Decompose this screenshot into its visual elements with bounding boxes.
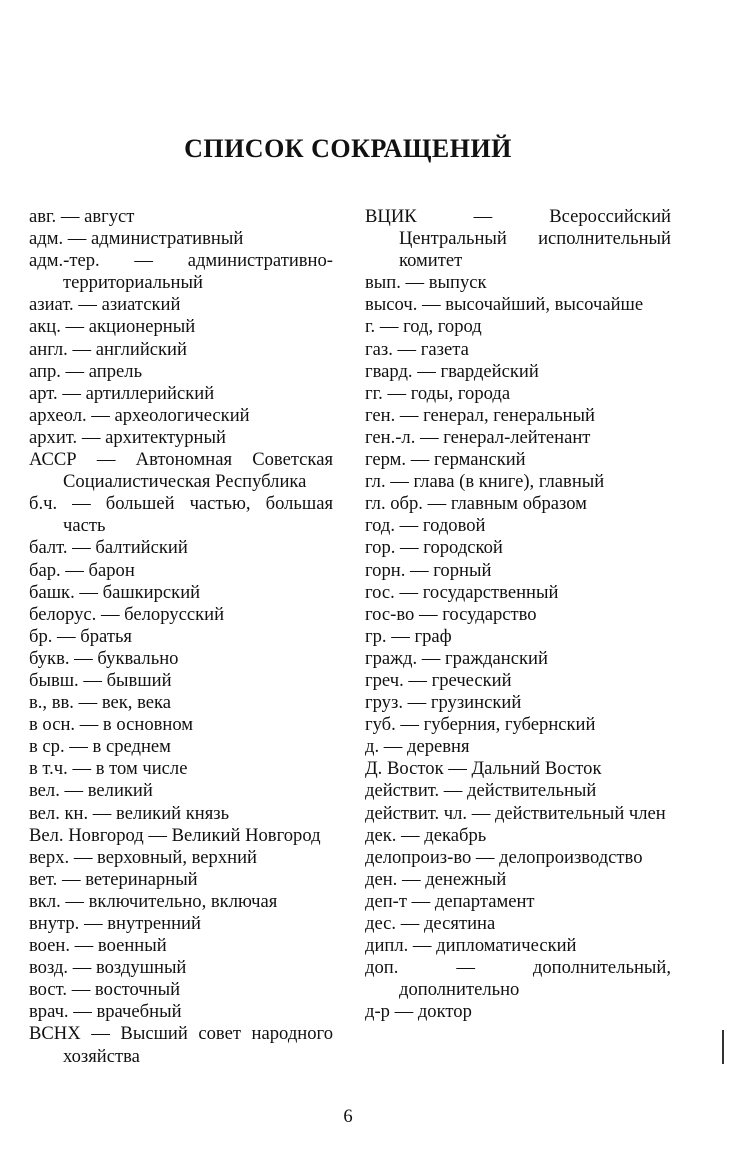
abbreviation-entry: газ. — газета: [365, 338, 469, 360]
abbreviation-entry: гл. — глава (в книге), главный: [365, 471, 605, 493]
abbreviation-entry: архит. — архитектурный: [29, 426, 226, 448]
abbreviation-entry: апр. — апрель: [29, 360, 143, 382]
abbreviation-entry: высоч. — высочайший, высочайше: [365, 294, 644, 316]
abbreviation-entry: губ. — губерния, губернский: [365, 714, 596, 736]
abbreviation-entry: гос. — государственный: [365, 581, 559, 603]
abbreviation-entry: акц. — акционерный: [29, 316, 196, 338]
page-number: 6: [343, 1106, 353, 1127]
abbreviation-entry: в осн. — в основном: [29, 714, 194, 736]
abbreviation-entry: действит. чл. — действительный член: [365, 802, 666, 824]
abbreviation-entry: белорус. — белорусский: [29, 603, 225, 625]
abbreviation-entry: вел. кн. — великий князь: [29, 802, 230, 824]
abbreviation-entry: вел. — великий: [29, 780, 153, 802]
abbreviation-entry: ген. — генерал, генеральный: [365, 404, 595, 426]
abbreviation-entry: греч. — греческий: [365, 669, 512, 691]
abbreviation-entry: вкл. — включительно, включая: [29, 890, 278, 912]
abbreviation-entry: гвард. — гвардейский: [365, 360, 539, 382]
abbreviation-entry: год. — годовой: [365, 515, 486, 537]
abbreviation-entry: археол. — археологический: [29, 404, 250, 426]
abbreviation-entry: гор. — городской: [365, 537, 503, 559]
abbreviation-entry: груз. — грузинский: [365, 692, 522, 714]
abbreviation-entry: АССР — Автономная Советская Социалистическая Республика: [29, 449, 333, 493]
abbreviation-entry: вып. — выпуск: [365, 272, 487, 294]
abbreviation-entry: Вел. Новгород — Великий Новгород: [29, 824, 321, 846]
abbreviation-entry: ден. — денежный: [365, 868, 507, 890]
abbreviation-entry: в т.ч. — в том числе: [29, 758, 188, 780]
abbreviations-right-column: [365, 206, 671, 1023]
page-title: СПИСОК СОКРАЩЕНИЙ: [184, 134, 512, 163]
abbreviation-entry: азиат. — азиатский: [29, 294, 181, 316]
abbreviation-entry: врач. — врачебный: [29, 1001, 182, 1023]
abbreviation-entry: адм. — административный: [29, 228, 244, 250]
abbreviation-entry: делопроиз-во — делопроизводство: [365, 846, 643, 868]
abbreviation-entry: вет. — ветеринарный: [29, 868, 198, 890]
abbreviation-entry: действит. — действительный: [365, 780, 597, 802]
abbreviation-entry: гос-во — государство: [365, 603, 537, 625]
abbreviation-entry: внутр. — внутренний: [29, 913, 201, 934]
abbreviation-entry: доп. — дополнительный, дополнительно: [365, 957, 671, 1001]
abbreviation-entry: букв. — буквально: [29, 647, 179, 669]
abbreviation-entry: гр. — граф: [365, 625, 452, 647]
abbreviation-entry: бар. — барон: [29, 559, 135, 581]
abbreviation-entry: деп-т — департамент: [365, 890, 535, 912]
abbreviation-entry: башк. — башкирский: [29, 581, 201, 603]
abbreviation-entry: авг. — август: [29, 206, 135, 227]
abbreviation-entry: в ср. — в среднем: [29, 736, 171, 758]
abbreviation-entry: арт. — артиллерийский: [29, 382, 215, 404]
abbreviation-entry: воен. — военный: [29, 935, 167, 957]
abbreviation-entry: Д. Восток — Дальний Восток: [365, 758, 602, 780]
abbreviation-entry: гражд. — гражданский: [365, 647, 548, 669]
abbreviations-left-column: [29, 206, 333, 1068]
abbreviation-entry: бр. — братья: [29, 625, 132, 647]
scan-edge-mark: [722, 1030, 724, 1064]
abbreviation-entry: возд. — воздушный: [29, 957, 187, 979]
abbreviation-entry: б.ч. — большей частью, большая часть: [29, 493, 333, 537]
abbreviation-entry: в., вв. — век, века: [29, 692, 172, 714]
abbreviation-entry: горн. — горный: [365, 559, 492, 581]
abbreviation-entry: дипл. — дипломатический: [365, 935, 577, 957]
abbreviation-entry: д. — деревня: [365, 736, 470, 758]
abbreviation-entry: адм.-тер. — административно-территориальный: [29, 250, 333, 294]
abbreviation-entry: дес. — десятина: [365, 913, 496, 934]
abbreviation-entry: верх. — верховный, верхний: [29, 846, 258, 868]
abbreviation-entry: г. — год, город: [365, 316, 482, 338]
abbreviation-entry: герм. — германский: [365, 449, 526, 471]
abbreviation-entry: гг. — годы, города: [365, 382, 511, 404]
abbreviation-entry: англ. — английский: [29, 338, 187, 360]
abbreviation-entry: д-р — доктор: [365, 1001, 472, 1023]
abbreviation-entry: балт. — балтийский: [29, 537, 188, 559]
abbreviation-entry: ВСНХ — Высший совет народного хозяйства: [29, 1023, 333, 1067]
abbreviation-entry: гл. обр. — главным образом: [365, 493, 587, 515]
abbreviation-entry: бывш. — бывший: [29, 669, 172, 691]
abbreviation-entry: ВЦИК — Всероссийский Центральный исполнительный комитет: [365, 206, 671, 272]
abbreviation-entry: вост. — восточный: [29, 979, 181, 1001]
abbreviation-entry: дек. — декабрь: [365, 824, 487, 846]
abbreviation-entry: ген.-л. — генерал-лейтенант: [365, 426, 591, 448]
